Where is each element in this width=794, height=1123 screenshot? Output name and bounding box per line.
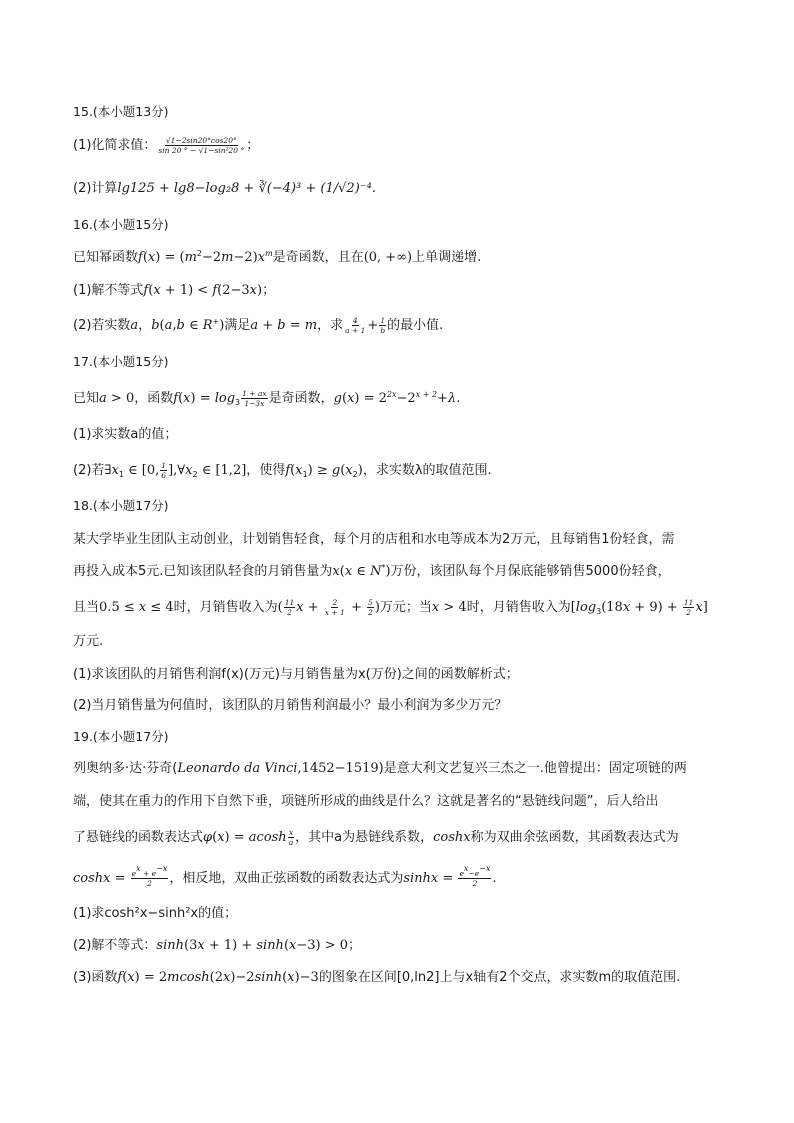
q16-part2: (2)若实数a，b(a,b ∈ R+)满足a + b = m，求 $\frac{4}{a + 1}$ + $\frac{1}{b}$ 的最小值. bbox=[73, 316, 444, 335]
q19-line3-a: 了悬链线的函数表达式 bbox=[73, 830, 204, 845]
q18-line2-b: 万份，该团队每个月保底能够销售5000份轻食， bbox=[390, 564, 671, 579]
q17-stem: 已知a > 0，函数$f(x) = \log_3$ $\frac{1 + ax}{1-3x}$ 是奇函数，$g(x) = 2^{2x}-2^{x + 2}+\lambda$. bbox=[73, 389, 461, 408]
q16-title: 16.(本小题15分) bbox=[73, 217, 169, 232]
q15-part2 bbox=[73, 180, 376, 198]
q15-part1-fraction bbox=[157, 136, 245, 155]
q19-title: 19.(本小题17分) bbox=[73, 729, 169, 744]
q17-part2: (2)若$\exists x_1$ ∈ [0, $\frac{1}{6}$ ]$,\forall x_2$ ∈ [1,2]，使得$f(x_1) \ge g(x_2)$，求实数λ的取值范围. bbox=[73, 461, 492, 480]
q19-line4: coshx = $\frac{e^x + e^{-x}}{2}$ ，相反地，双曲正弦函数的函数表达式为sinhx = $\frac{e^x-e^{-x}}{2}$ . bbox=[73, 864, 497, 888]
q18-line3-d: 时，月销售收入为 bbox=[466, 600, 571, 615]
q18-line3-a: 且当 bbox=[73, 600, 100, 615]
q18-part2: (2)当月销售量为何值时，该团队的月销售利润最小？最小利润为多少万元？ bbox=[73, 698, 508, 713]
q15-part1-denominator: sin 20 ° − √1−sin²20 ° bbox=[158, 146, 245, 155]
q19-line2: 端，使其在重力的作用下自然下垂，项链所形成的曲线是什么？这就是著名的“悬链线问题”，后人给出 bbox=[73, 794, 659, 809]
q15-part1-numerator: √1−2sin20°cos20° bbox=[165, 136, 237, 145]
q19-part3: (3)函数f(x) = 2mcosh(2x)−2sinh(x)−3的图象在区间[0,ln2]上与x轴有2个交点，求实数m的取值范围. bbox=[73, 970, 681, 985]
q19-line3: 了悬链线的函数表达式φ(x) = acosh $\frac{x}{a}$ ，其中a为悬链线系数，coshx称为双曲余弦函数，其函数表达式为 bbox=[73, 828, 679, 847]
q19-part2: (2)解不等式：sinh(3x + 1) + sinh(x−3) > 0； bbox=[73, 938, 362, 953]
q19-part3-b: 的图象在区间[0,ln2]上与x轴有2个交点，求实数m的取值范围. bbox=[318, 970, 681, 985]
q18-line1: 某大学毕业生团队主动创业，计划销售轻食，每个月的店租和水电等成本为2万元，且每销售1份轻食，需 bbox=[73, 532, 675, 547]
q16-part2-b: 满足 bbox=[224, 318, 251, 333]
q16-stem-a: 已知幂函数 bbox=[73, 250, 139, 265]
q17-stem-a: 已知 bbox=[73, 391, 100, 406]
q17-title: 17.(本小题15分) bbox=[73, 354, 169, 369]
q16-stem: 已知幂函数$f(x) = (m^2-2m-2)x^m$是奇函数，且在(0, +∞)上单调递增. bbox=[73, 249, 482, 265]
q17-part2-c: ，求实数λ的取值范围. bbox=[362, 463, 492, 478]
q15-part2-label: (2)计算 bbox=[73, 181, 118, 196]
q15-title: 15.(本小题13分) bbox=[73, 104, 169, 119]
q19-line1-b: )是意大利文艺复兴三杰之一.他曾提出：固定项链的两 bbox=[378, 761, 687, 776]
q18-line3: 且当0.5 ≤ x ≤ 4时，月销售收入为( $\frac{11}{2}$ x + $\frac{2}{x + 1}$ + $\frac{5}{2}$ )万元；当x > 4时，月销售收入为[$\log_3(18x + 9)$ + $\frac{11}{2}$ x] bbox=[73, 598, 708, 617]
q18-line4: 万元. bbox=[73, 634, 104, 649]
q16-stem-c: 上单调递增. bbox=[412, 250, 482, 265]
q17-part2-a: (2)若 bbox=[73, 463, 105, 478]
q16-part2-label: (2)若实数 bbox=[73, 318, 131, 333]
q19-line4-a: ，相反地，双曲正弦函数的函数表达式为 bbox=[169, 871, 404, 886]
q19-line1: 列奥纳多·达·芬奇(Leonardo da Vinci,1452−1519)是意大利文艺复兴三杰之一.他曾提出：固定项链的两 bbox=[73, 761, 687, 776]
q18-line2: 再投入成本5元.已知该团队轻食的月销售量为x(x ∈ N*)万份，该团队每个月保底能够销售5000份轻食， bbox=[73, 563, 671, 579]
q16-part2-c: ，求 bbox=[317, 318, 344, 333]
q19-line3-c: 称为双曲余弦函数，其函数表达式为 bbox=[470, 830, 679, 845]
q19-part3-a: (3)函数 bbox=[73, 970, 118, 985]
q15-part2-expression: lg125 + lg8−log₂8 + ∛(−4)³ + (1/√2)⁻⁴. bbox=[117, 181, 376, 196]
q17-part2-b: 使得 bbox=[259, 463, 286, 478]
q18-line2-a: 再投入成本5元.已知该团队轻食的月销售量为 bbox=[73, 564, 333, 579]
q17-stem-b: 函数 bbox=[147, 391, 174, 406]
q16-part1: (1)解不等式f(x + 1) < f(2−3x)； bbox=[73, 283, 276, 298]
q17-part1: (1)求实数a的值； bbox=[73, 427, 178, 442]
q18-line3-c: 万元；当 bbox=[379, 600, 432, 615]
q18-line3-b: 时，月销售收入为 bbox=[173, 600, 278, 615]
q16-part1-label: (1)解不等式 bbox=[73, 283, 144, 298]
q19-part2-a: (2)解不等式： bbox=[73, 938, 157, 953]
q16-part2-d: 的最小值. bbox=[387, 318, 444, 333]
q19-part1: (1)求cosh²x−sinh²x的值； bbox=[73, 906, 238, 921]
q19-line3-b: ，其中a为悬链线系数， bbox=[295, 830, 434, 845]
q18-part1: (1)求该团队的月销售利润f(x)(万元)与月销售量为x(万份)之间的函数解析式； bbox=[73, 667, 519, 682]
q17-stem-c: 是奇函数， bbox=[268, 391, 334, 406]
q15-part1: (1)化简求值： $\frac{√1-2\sin 20^\circ\cos 20^\circ}{\text{sin 20 ° − √1−sin²20 °}}$ ； bbox=[73, 136, 260, 155]
q18-title: 18.(本小题17分) bbox=[73, 498, 169, 513]
q19-line1-a: 列奥纳多·达·芬奇( bbox=[73, 761, 178, 776]
q15-part1-label: (1)化简求值： bbox=[73, 138, 157, 153]
q16-stem-b: 是奇函数，且在 bbox=[272, 250, 364, 265]
